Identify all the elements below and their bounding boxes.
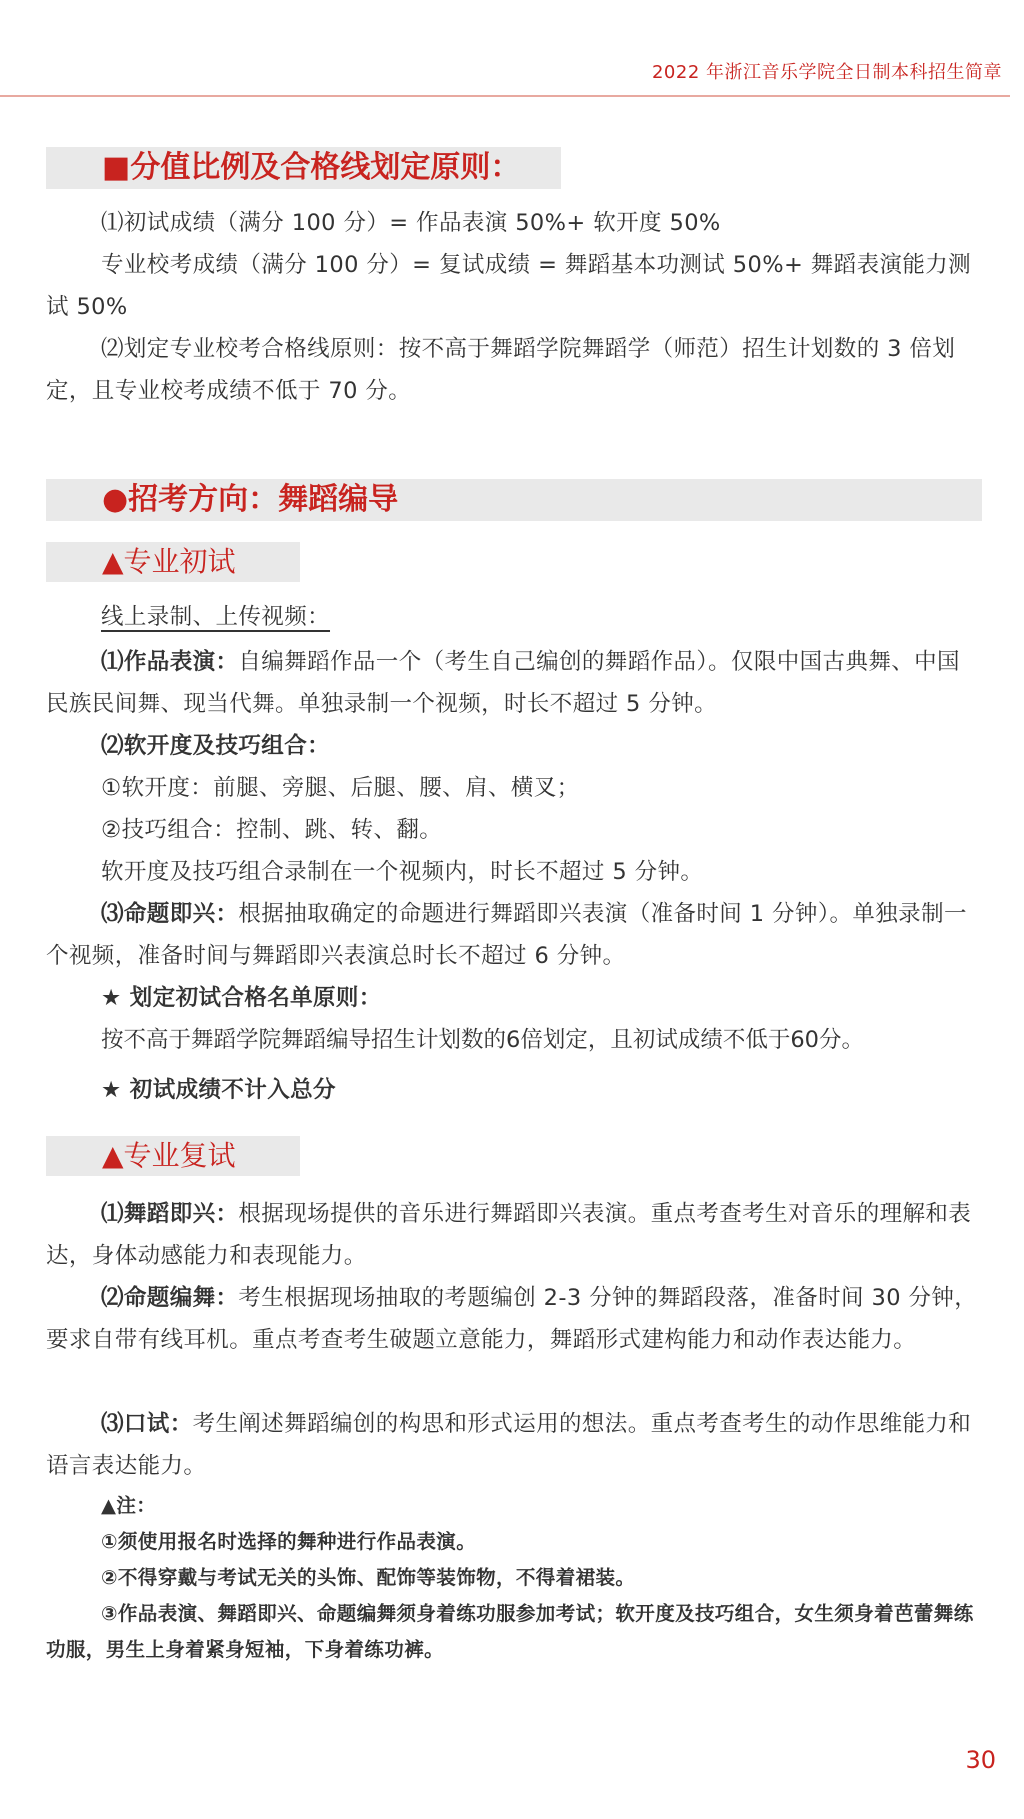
header-title: 2022 年浙江音乐学院全日制本科招生简章 <box>651 62 1002 83</box>
item-topic-choreography <box>46 1277 982 1361</box>
note-item-1: ①须使用报名时选择的舞种进行作品表演。 <box>101 1530 477 1553</box>
section-heading-score-ratio: ■分值比例及合格线划定原则： <box>46 147 561 189</box>
item-dance-improvisation <box>46 1193 982 1277</box>
page-number: 30 <box>965 1746 996 1774</box>
note-label: ▲注： <box>101 1494 157 1517</box>
item-flexibility-a: ①软开度：前腿、旁腿、后腿、腰、肩、横叉； <box>101 775 580 801</box>
note-item-3: ③作品表演、舞蹈即兴、命题编舞须身着练功服参加考试；软开度及技巧组合，女生须身着芭蕾舞练功服，男生上身着紧身短袖，下身着练功裤。 <box>46 1602 974 1661</box>
item-label: ⑴舞蹈即兴： <box>101 1201 239 1227</box>
star-not-counted: ★ 初试成绩不计入总分 <box>101 1077 336 1103</box>
item-text: 考生阐述舞蹈编创的构思和形式运用的想法。重点考查考生的动作思维能力和语言表达能力。 <box>46 1411 972 1479</box>
star-principle-text: 按不高于舞蹈学院舞蹈编导招生计划数的6倍划定，且初试成绩不低于60分。 <box>101 1027 864 1053</box>
subsection-heading-retest: ▲专业复试 <box>46 1136 300 1176</box>
note-item-2: ②不得穿戴与考试无关的头饰、配饰等装饰物，不得着裙装。 <box>101 1566 636 1589</box>
subsection-heading-preliminary: ▲专业初试 <box>46 542 300 582</box>
page-header <box>0 0 1024 100</box>
online-recording-label <box>46 596 982 638</box>
item-improvisation <box>46 893 982 977</box>
online-recording-text: 线上录制、上传视频： <box>101 604 331 630</box>
section-heading-choreography: ●招考方向：舞蹈编导 <box>46 479 982 521</box>
item-oral-exam <box>46 1403 982 1487</box>
item-text: 考生根据现场抽取的考题编创 2-3 分钟的舞蹈段落，准备时间 30 分钟，要求自带有线耳机。重点考查考生破题立意能力，舞蹈形式建构能力和动作表达能力。 <box>46 1285 978 1353</box>
paragraph-professional-score: 专业校考成绩（满分 100 分）= 复试成绩 = 舞蹈基本功测试 50%+ 舞蹈表演能力测试 50% <box>46 252 972 320</box>
paragraph-initial-score: ⑴初试成绩（满分 100 分）= 作品表演 50%+ 软开度 50% <box>101 210 721 236</box>
item-work-performance <box>46 641 982 725</box>
item-text: 根据现场提供的音乐进行舞蹈即兴表演。重点考查考生对音乐的理解和表达，身体动感能力和表现能力。 <box>46 1201 972 1269</box>
star-principle-label: ★ 划定初试合格名单原则： <box>101 985 382 1011</box>
item-flexibility-label: ⑵软开度及技巧组合： <box>101 733 331 759</box>
item-flexibility-b: ②技巧组合：控制、跳、转、翻。 <box>101 817 443 843</box>
item-text: 根据抽取确定的命题进行舞蹈即兴表演（准备时间 1 分钟）。单独录制一个视频，准备时间与舞蹈即兴表演总时长不超过 6 分钟。 <box>46 901 967 969</box>
item-label: ⑶口试： <box>101 1411 193 1437</box>
item-label: ⑵命题编舞： <box>101 1285 239 1311</box>
paragraph-passing-line: ⑵划定专业校考合格线原则：按不高于舞蹈学院舞蹈学（师范）招生计划数的 3 倍划定，且专业校考成绩不低于 70 分。 <box>46 336 956 404</box>
item-label: ⑴作品表演： <box>101 649 239 675</box>
item-label: ⑶命题即兴： <box>101 901 239 927</box>
item-text: 自编舞蹈作品一个（考生自己编创的舞蹈作品）。仅限中国古典舞、中国民族民间舞、现当代舞。单独录制一个视频，时长不超过 5 分钟。 <box>46 649 960 717</box>
header-divider <box>0 95 1010 97</box>
item-flexibility-c: 软开度及技巧组合录制在一个视频内，时长不超过 5 分钟。 <box>101 859 704 885</box>
